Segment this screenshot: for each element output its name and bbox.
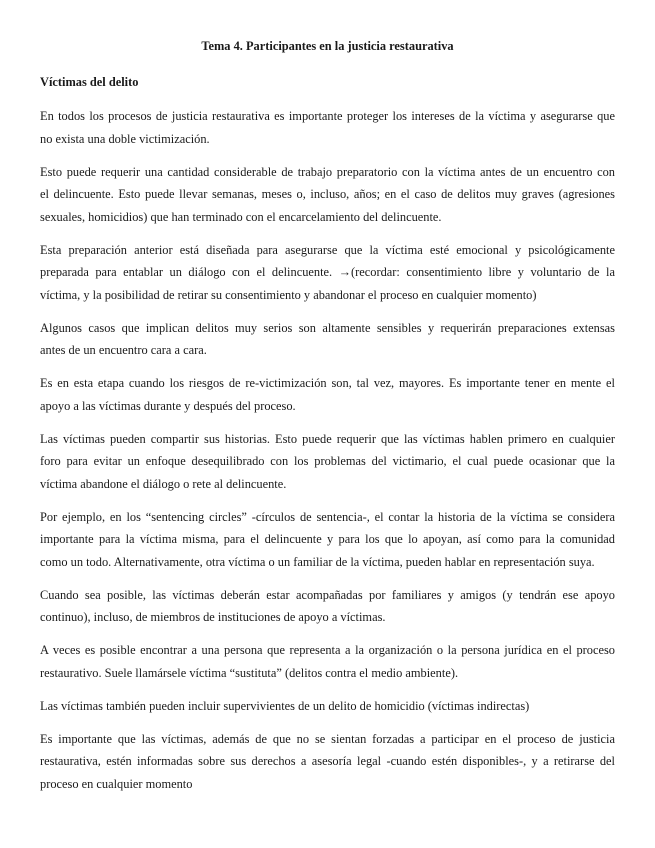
paragraph: [40, 161, 615, 229]
document-page: [40, 36, 615, 806]
paragraph-line: Algunos casos que implican delitos muy serios son altamente sensibles y requerirán preparaciones extensas: [40, 320, 615, 335]
paragraph-line: Es importante que las víctimas, además de que no se sientan forzadas a participar en el proceso de justicia: [40, 731, 615, 746]
paragraph-line: A veces es posible encontrar a una persona que representa a la organización o la persona jurídica en el proceso: [40, 643, 615, 657]
paragraph-line: el delincuente. Esto puede llevar semanas, meses o, incluso, años; en el caso de delitos muy graves (agresiones: [40, 187, 615, 201]
paragraph-line: Esto puede requerir una cantidad considerable de trabajo preparatorio con la víctima antes de un encuentro con: [40, 164, 615, 179]
paragraph: [40, 728, 615, 796]
paragraph-line: importante para la víctima misma, para el delincuente y para los que lo apoyan, así como para la comunidad: [40, 532, 615, 546]
paragraph-line: apoyo a las víctimas durante y después del proceso.: [40, 398, 296, 413]
paragraph-line: como un todo. Alternativamente, otra víctima o un familiar de la víctima, pueden hablar en representación suya.: [40, 554, 595, 569]
paragraph-line: víctima, y la posibilidad de retirar su consentimiento y abandonar el proceso en cualquier momento): [40, 287, 537, 302]
paragraph: [40, 639, 615, 684]
section-heading: Víctimas del delito: [40, 75, 139, 89]
document-title: Tema 4. Participantes en la justicia restaurativa: [201, 39, 454, 53]
paragraph-line: Por ejemplo, en los “sentencing circles” -círculos de sentencia-, el contar la historia de la víctima se considera: [40, 509, 615, 524]
document-body: [40, 105, 615, 795]
paragraph-line: Es en esta etapa cuando los riesgos de re-victimización son, tal vez, mayores. Es importante tener en mente el: [40, 376, 615, 390]
paragraph-line: restaurativa, estén informadas sobre sus derechos a asesoría legal -cuando estén disponibles-, y a retirarse del: [40, 754, 615, 768]
paragraph: [40, 506, 615, 574]
paragraph: [40, 105, 615, 150]
paragraph: [40, 428, 615, 496]
paragraph-line: restaurativo. Suele llamársele víctima “sustituta” (delitos contra el medio ambiente).: [40, 665, 459, 680]
paragraph: [40, 584, 615, 629]
paragraph-line: Esta preparación anterior está diseñada para asegurarse que la víctima esté emocional y psicológicamente: [40, 242, 615, 257]
paragraph-line: antes de un encuentro cara a cara.: [40, 343, 207, 357]
paragraph: [40, 372, 615, 417]
paragraph-line: víctima abandone el diálogo o rete al delincuente.: [40, 476, 287, 491]
paragraph-line: continuo), incluso, de miembros de instituciones de apoyo a víctimas.: [40, 610, 386, 624]
paragraph-line: Las víctimas pueden compartir sus historias. Esto puede requerir que las víctimas hablen primero en cualquier: [40, 431, 615, 446]
paragraph-line: Cuando sea posible, las víctimas deberán estar acompañadas por familiares y amigos (y tendrán ese apoyo: [40, 587, 615, 602]
paragraph: [40, 239, 615, 307]
paragraph: [40, 695, 615, 718]
paragraph: [40, 317, 615, 362]
paragraph-line: proceso en cualquier momento: [40, 776, 193, 791]
paragraph-line: sexuales, homicidios) que han terminado con el encarcelamiento del delincuente.: [40, 209, 442, 224]
paragraph-line: En todos los procesos de justicia restaurativa es importante proteger los intereses de la víctima y asegurarse que: [40, 109, 615, 123]
paragraph-line: Las víctimas también pueden incluir supervivientes de un delito de homicidio (víctimas indirectas): [40, 698, 530, 713]
paragraph-line: foro para evitar un enfoque desequilibrado con los problemas del victimario, el cual puede ocasionar que la: [40, 454, 615, 468]
paragraph-line: preparada para entablar un diálogo con el delincuente. →(recordar: consentimiento libre y voluntario de la: [40, 265, 615, 279]
paragraph-line: no exista una doble victimización.: [40, 131, 210, 146]
